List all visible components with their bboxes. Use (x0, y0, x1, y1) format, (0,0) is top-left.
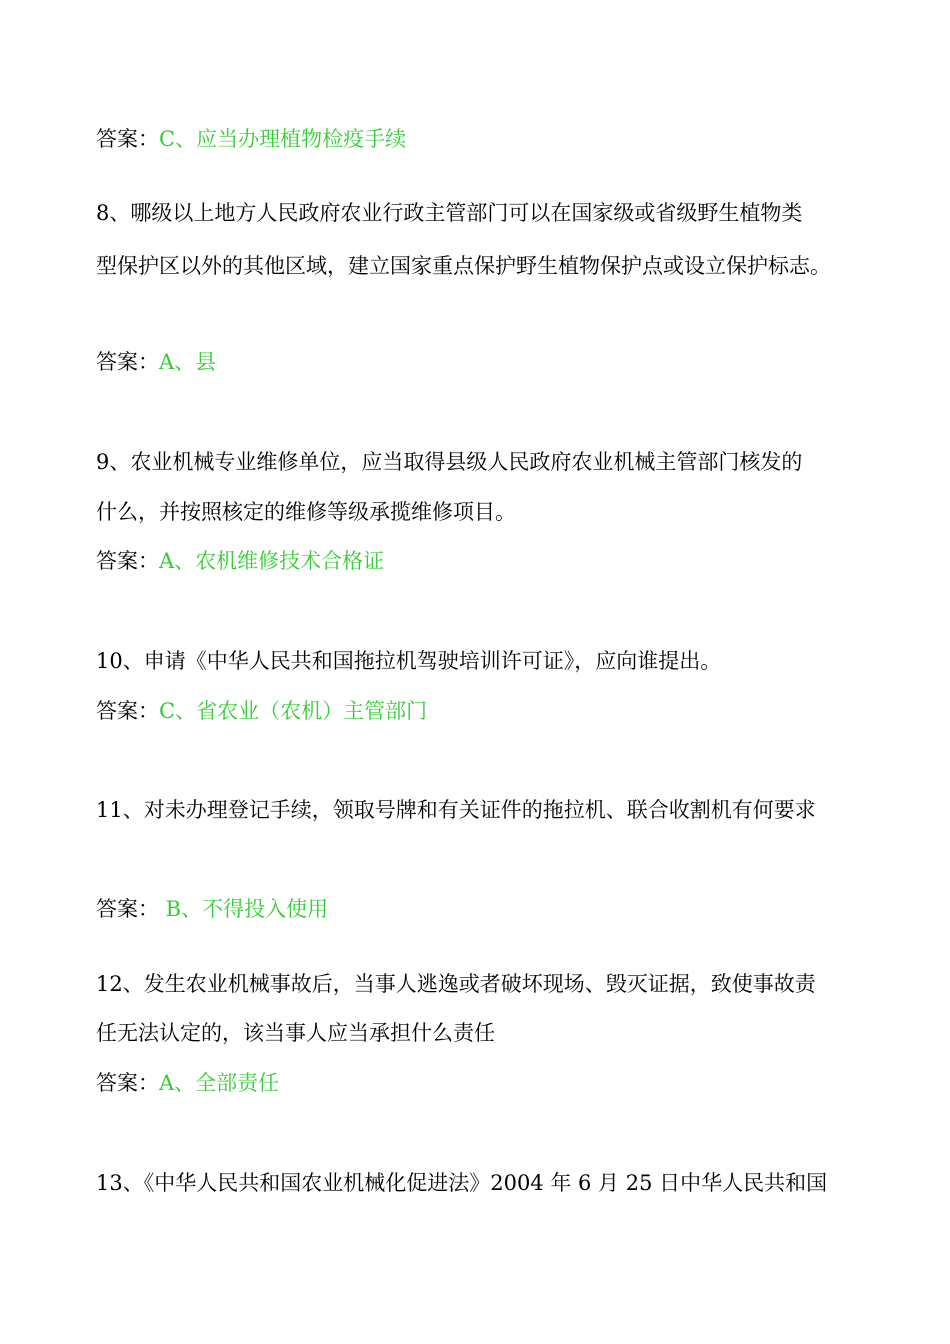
question-line: 型保护区以外的其他区域，建立国家重点保护野生植物保护点或设立保护标志。 (96, 254, 831, 278)
question-line: 8、哪级以上地方人民政府农业行政主管部门可以在国家级或省级野生植物类 (96, 201, 803, 225)
answer-text: A、农机维修技术合格证 (159, 549, 385, 573)
question-line: 10、申请《中华人民共和国拖拉机驾驶培训许可证》，应向谁提出。 (96, 649, 722, 673)
answer-label: 答案： (96, 699, 159, 723)
answer-label: 答案： (96, 350, 159, 374)
answer-text: C、应当办理植物检疫手续 (159, 127, 407, 151)
question-line: 任无法认定的，该当事人应当承担什么责任 (96, 1021, 495, 1045)
question-line: 13、《中华人民共和国农业机械化促进法》2004 年 6 月 25 日中华人民共和国 (96, 1171, 828, 1195)
answer-text: B、不得投入使用 (159, 897, 329, 921)
answer-line (96, 546, 384, 576)
answer-line (96, 124, 406, 154)
answer-line (96, 347, 216, 377)
answer-label: 答案： (96, 1071, 159, 1095)
question-line: 9、农业机械专业维修单位，应当取得县级人民政府农业机械主管部门核发的 (96, 450, 803, 474)
answer-line (96, 696, 427, 726)
answer-text: C、省农业（农机）主管部门 (159, 699, 428, 723)
answer-label: 答案： (96, 127, 159, 151)
answer-line (96, 894, 328, 924)
question-line: 什么，并按照核定的维修等级承揽维修项目。 (96, 500, 516, 524)
answer-text: A、县 (159, 350, 217, 374)
answer-line (96, 1068, 279, 1098)
answer-label: 答案： (96, 549, 159, 573)
question-line: 11、对未办理登记手续，领取号牌和有关证件的拖拉机、联合收割机有何要求 (96, 798, 816, 822)
answer-label: 答案： (96, 897, 159, 921)
question-line: 12、发生农业机械事故后，当事人逃逸或者破坏现场、毁灭证据，致使事故责 (96, 972, 816, 996)
answer-text: A、全部责任 (159, 1071, 280, 1095)
